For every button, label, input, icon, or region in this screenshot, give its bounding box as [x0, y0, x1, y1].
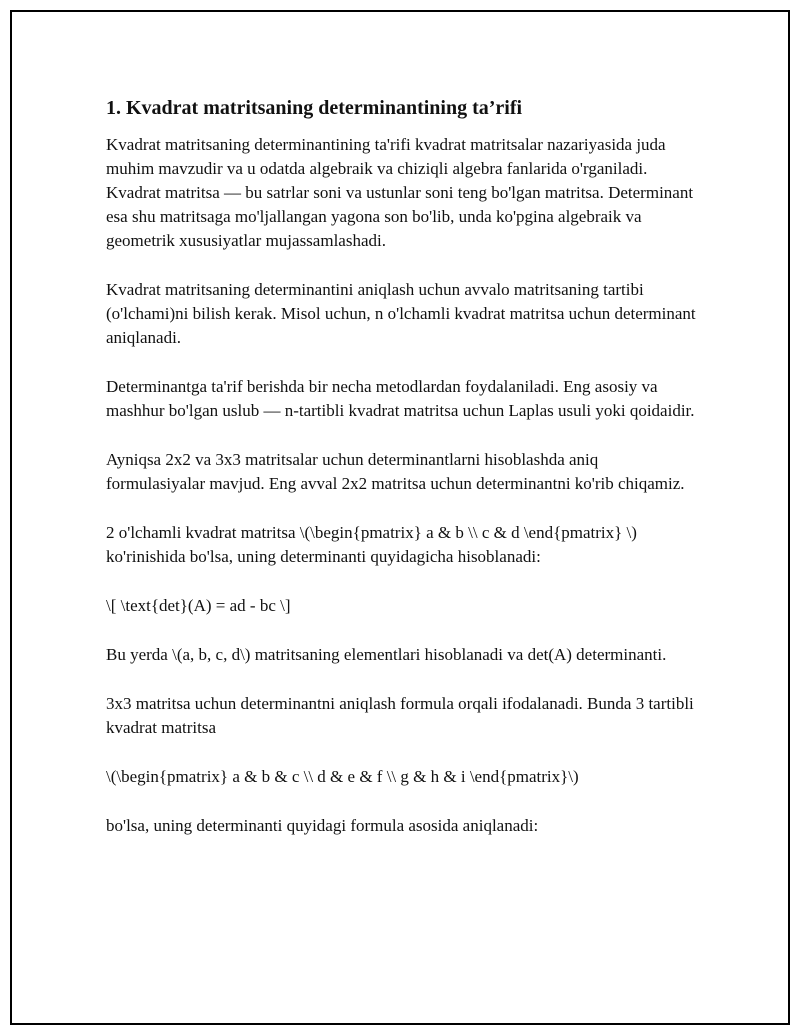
paragraph-intro: Kvadrat matritsaning determinantining ta'rifi kvadrat matritsalar nazariyasida juda muhim mavzudir va u odatda algebraik va chiziqli algebra fanlarida o'rganiladi. Kvadrat matritsa — bu satrlar soni va ustunlar soni teng bo'lgan matritsa. Determinant esa shu matritsaga mo'ljallangan yagona son bo'lib, unda ko'pgina algebraik va geometrik xususiyatlar mujassamlashadi. — [106, 135, 694, 250]
formula-det-2x2: \[ \text{det}(A) = ad - bc \] — [106, 596, 291, 615]
paragraph-elements: Bu yerda \(a, b, c, d\) matritsaning elementlari hisoblanadi va det(A) determinanti. — [106, 645, 667, 664]
paragraph-formulas: Ayniqsa 2x2 va 3x3 matritsalar uchun determinantlarni hisoblashda aniq formulasiyalar mavjud. Eng avval 2x2 matritsa uchun determinantni ko'rib chiqamiz. — [106, 450, 685, 493]
paragraph-methods: Determinantga ta'rif berishda bir necha metodlardan foydalaniladi. Eng asosiy va mashhur bo'lgan uslub — n-tartibli kvadrat matritsa uchun Laplas usuli yoki qoidaidir. — [106, 377, 695, 420]
formula-3x3-matrix: \(\begin{pmatrix} a & b & c \\ d & e & f \\ g & h & i \end{pmatrix}\) — [106, 767, 579, 786]
paragraph-3x3-formula: bo'lsa, uning determinanti quyidagi formula asosida aniqlanadi: — [106, 816, 539, 835]
document-body — [106, 95, 696, 863]
section-heading: 1. Kvadrat matritsaning determinantining ta’rifi — [106, 97, 523, 119]
paragraph-order: Kvadrat matritsaning determinantini aniqlash uchun avvalo matritsaning tartibi (o'lchami)ni bilish kerak. Misol uchun, n o'lchamli kvadrat matritsa uchun determinant aniqlanadi. — [106, 280, 696, 347]
paragraph-2x2-matrix: 2 o'lchamli kvadrat matritsa \(\begin{pmatrix} a & b \\ c & d \end{pmatrix} \) ko'rinishida bo'lsa, uning determinanti quyidagicha hisoblanadi: — [106, 523, 637, 566]
paragraph-3x3-intro: 3x3 matritsa uchun determinantni aniqlash formula orqali ifodalanadi. Bunda 3 tartibli kvadrat matritsa — [106, 694, 694, 737]
